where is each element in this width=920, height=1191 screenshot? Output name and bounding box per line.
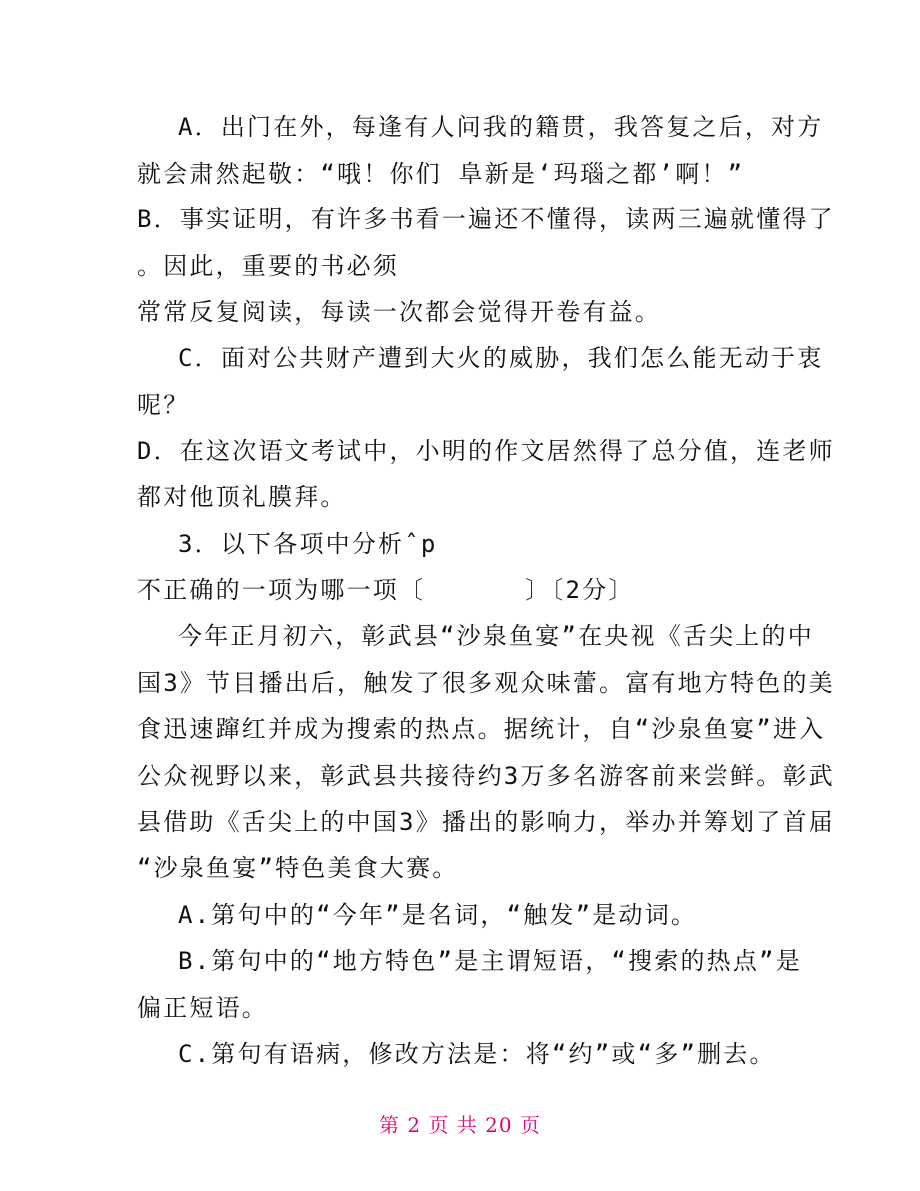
passage-line-2: 国3》节目播出后，触发了很多观众味蕾。富有地方特色的美 [137, 669, 835, 697]
q3-option-c: C.第句有语病，修改方法是：将“约”或“多”删去。 [178, 1040, 776, 1068]
option-b-line-2: 。因此，重要的书必须 [137, 252, 399, 280]
passage-line-4: 公众视野以来，彰武县共接待约3万多名游客前来尝鲜。彰武 [137, 762, 835, 790]
q3-option-b-line-2: 偏正短语。 [137, 994, 268, 1022]
option-a-line-1: A．出门在外，每逢有人问我的籍贯，我答复之后，对方 [178, 113, 824, 141]
passage-line-3: 食迅速蹿红并成为搜索的热点。据统计，自“沙泉鱼宴”进入 [137, 715, 826, 743]
q3-option-a: A.第句中的“今年”是名词，“触发”是动词。 [178, 901, 698, 929]
page-number-footer: 第 2 页 共 20 页 [379, 1113, 541, 1137]
passage-line-1: 今年正月初六，彰武县“沙泉鱼宴”在央视《舌尖上的中 [178, 622, 814, 650]
option-c-line-1: C．面对公共财产遭到大火的威胁，我们怎么能无动于衷 [178, 344, 824, 372]
passage-line-5: 县借助《舌尖上的中国3》播出的影响力，举办并筹划了首届 [137, 808, 835, 836]
option-b-line-3: 常常反复阅读，每读一次都会觉得开卷有益。 [137, 298, 661, 326]
option-b-line-1: B．事实证明，有许多书看一遍还不懂得，读两三遍就懂得了 [137, 205, 835, 233]
option-d-line-2: 都对他顶礼膜拜。 [137, 483, 347, 511]
question-3-line-2: 不正确的一项为哪一项〔 〕〔2分〕 [137, 576, 635, 604]
option-d-line-1: D．在这次语文考试中，小明的作文居然得了总分值，连老师 [137, 437, 835, 465]
question-3-line-1: 3．以下各项中分析ˆp [178, 530, 438, 558]
option-a-line-2: 就会肃然起敬：“哦！你们 阜新是‘玛瑙之都’啊！” [137, 160, 745, 188]
q3-option-b-line-1: B.第句中的“地方特色”是主谓短语，“搜索的热点”是 [178, 947, 802, 975]
passage-line-6: “沙泉鱼宴”特色美食大赛。 [137, 854, 459, 882]
option-c-line-2: 呢？ [137, 391, 190, 419]
